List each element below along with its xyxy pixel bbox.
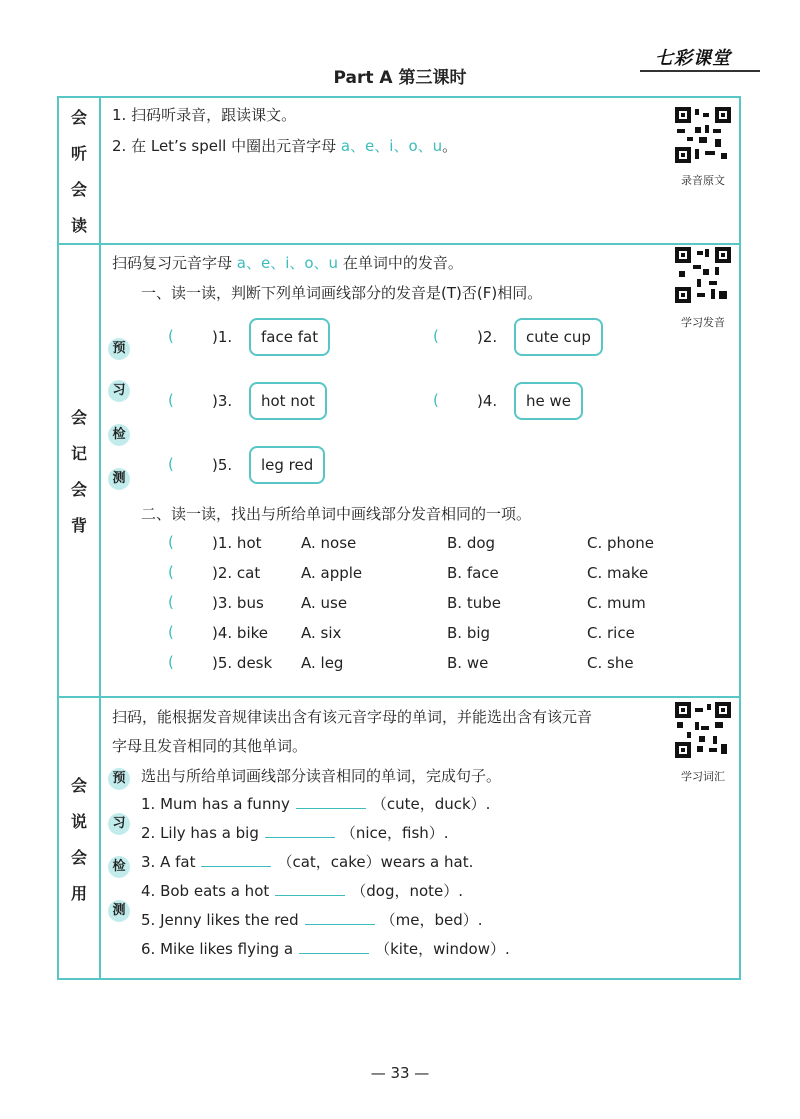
sentence-2 — [141, 822, 449, 843]
item-stem: )3. bus — [212, 594, 264, 612]
sentence-text: 5. Jenny likes the red — [141, 911, 299, 929]
sentence-hint: （me，bed）. — [380, 911, 483, 929]
badge-preview: 预 — [108, 338, 130, 360]
sentence-hint: （cute，duck）. — [371, 795, 491, 813]
answer-paren: ( — [168, 533, 174, 551]
answer-paren: ( — [433, 391, 439, 409]
label-char: 会 — [70, 776, 87, 795]
qr-code-icon[interactable] — [675, 702, 731, 758]
part2-title: 二、读一读，找出与所给单词中画线部分发音相同的一项。 — [141, 505, 532, 523]
answer-paren: ( — [168, 623, 174, 641]
line2-end: 。 — [442, 137, 458, 155]
answer-paren: ( — [168, 563, 174, 581]
option-c: C. rice — [587, 624, 635, 642]
sentence-text: 6. Mike likes flying a — [141, 940, 294, 958]
sentence-hint: （dog，note）. — [351, 882, 464, 900]
intro-text: 在单词中的发音。 — [342, 254, 463, 272]
answer-blank[interactable] — [296, 794, 366, 809]
answer-paren: ( — [433, 327, 439, 345]
option-b: B. tube — [447, 594, 501, 612]
option-a: A. apple — [301, 564, 363, 582]
item-number: )1. — [212, 328, 233, 346]
label-char: 会 — [70, 408, 87, 427]
part1-title: 一、读一读，判断下列单词画线部分的发音是(T)否(F)相同。 — [141, 284, 543, 302]
label-char: 用 — [70, 884, 87, 903]
word-pair-box: leg red — [249, 446, 325, 484]
label-char: 说 — [70, 812, 87, 831]
option-c: C. make — [587, 564, 649, 582]
label-char: 读 — [70, 216, 87, 235]
badge-check: 检 — [108, 424, 130, 446]
option-a: A. nose — [301, 534, 357, 552]
answer-blank[interactable] — [305, 910, 375, 925]
option-b: B. dog — [447, 534, 496, 552]
item-number: )4. — [477, 392, 498, 410]
option-a: A. leg — [301, 654, 344, 672]
brand-logo: 七彩课堂 — [655, 48, 731, 69]
intro-text: 扫码复习元音字母 — [112, 254, 233, 272]
sentence-hint: （nice，fish）. — [340, 824, 449, 842]
option-b: B. we — [447, 654, 489, 672]
sentence-text: 2. Lily has a big — [141, 824, 259, 842]
sentence-1 — [141, 793, 490, 814]
answer-blank[interactable] — [299, 939, 369, 954]
qr-caption: 学习发音 — [681, 316, 725, 329]
sentence-6 — [141, 938, 510, 959]
section3-intro-line1: 扫码，能根据发音规律读出含有该元音字母的单词，并能选出含有该元音 — [112, 708, 593, 726]
label-char: 听 — [70, 144, 87, 163]
item-stem: )5. desk — [212, 654, 273, 672]
option-c: C. she — [587, 654, 634, 672]
answer-blank[interactable] — [201, 852, 271, 867]
label-char: 记 — [70, 444, 87, 463]
sentence-text: 3. A fat — [141, 853, 196, 871]
label-char: 会 — [70, 480, 87, 499]
option-c: C. mum — [587, 594, 646, 612]
section3-instruction: 选出与所给单词画线部分读音相同的单词，完成句子。 — [141, 767, 502, 785]
qr-caption: 录音原文 — [681, 174, 725, 187]
option-b: B. face — [447, 564, 499, 582]
badge-preview: 预 — [108, 768, 130, 790]
sentence-hint: （cat，cake）wears a hat. — [277, 853, 474, 871]
label-char: 会 — [70, 108, 87, 127]
label-char: 会 — [70, 180, 87, 199]
badge-study: 习 — [108, 380, 130, 402]
item-stem: )1. hot — [212, 534, 262, 552]
item-stem: )4. bike — [212, 624, 269, 642]
answer-paren: ( — [168, 593, 174, 611]
label-column-divider — [99, 96, 101, 980]
section1-line1: 1. 扫码听录音，跟读课文。 — [112, 106, 297, 124]
item-number: )2. — [477, 328, 498, 346]
row-divider-1 — [57, 243, 741, 245]
word-pair-box: he we — [514, 382, 583, 420]
sentence-text: 4. Bob eats a hot — [141, 882, 270, 900]
qr-code-icon[interactable] — [675, 247, 731, 303]
line2-text: 2. 在 Let’s spell 中圈出元音字母 — [112, 137, 337, 155]
answer-blank[interactable] — [275, 881, 345, 896]
sentence-hint: （kite，window）. — [375, 940, 510, 958]
option-a: A. six — [301, 624, 342, 642]
page-number: — 33 — — [370, 1064, 430, 1082]
option-b: B. big — [447, 624, 491, 642]
item-number: )3. — [212, 392, 233, 410]
row-divider-2 — [57, 696, 741, 698]
qr-code-icon[interactable] — [675, 107, 731, 163]
item-number: )5. — [212, 456, 233, 474]
word-pair-box: cute cup — [514, 318, 603, 356]
answer-paren: ( — [168, 653, 174, 671]
badge-check: 检 — [108, 856, 130, 878]
badge-study: 习 — [108, 813, 130, 835]
label-char: 会 — [70, 848, 87, 867]
section1-label — [59, 100, 99, 244]
option-a: A. use — [301, 594, 348, 612]
answer-paren: ( — [168, 455, 174, 473]
answer-blank[interactable] — [265, 823, 335, 838]
word-pair-box: face fat — [249, 318, 330, 356]
vowel-letters: a、e、i、o、u — [340, 137, 443, 155]
sentence-5 — [141, 909, 483, 930]
vowel-letters: a、e、i、o、u — [236, 254, 339, 272]
page-title: Part A 第三课时 — [333, 68, 467, 88]
item-stem: )2. cat — [212, 564, 261, 582]
sentence-3 — [141, 851, 473, 872]
badge-test: 测 — [108, 900, 130, 922]
answer-paren: ( — [168, 391, 174, 409]
word-pair-box: hot not — [249, 382, 327, 420]
answer-paren: ( — [168, 327, 174, 345]
sentence-text: 1. Mum has a funny — [141, 795, 290, 813]
option-c: C. phone — [587, 534, 654, 552]
qr-caption: 学习词汇 — [681, 770, 725, 783]
section2-label — [59, 400, 99, 544]
sentence-4 — [141, 880, 463, 901]
section3-intro-line2: 字母且发音相同的其他单词。 — [112, 737, 308, 755]
section3-label — [59, 768, 99, 912]
section1-line2 — [112, 135, 457, 156]
label-char: 背 — [70, 516, 87, 535]
section2-intro — [112, 252, 463, 273]
badge-test: 测 — [108, 468, 130, 490]
